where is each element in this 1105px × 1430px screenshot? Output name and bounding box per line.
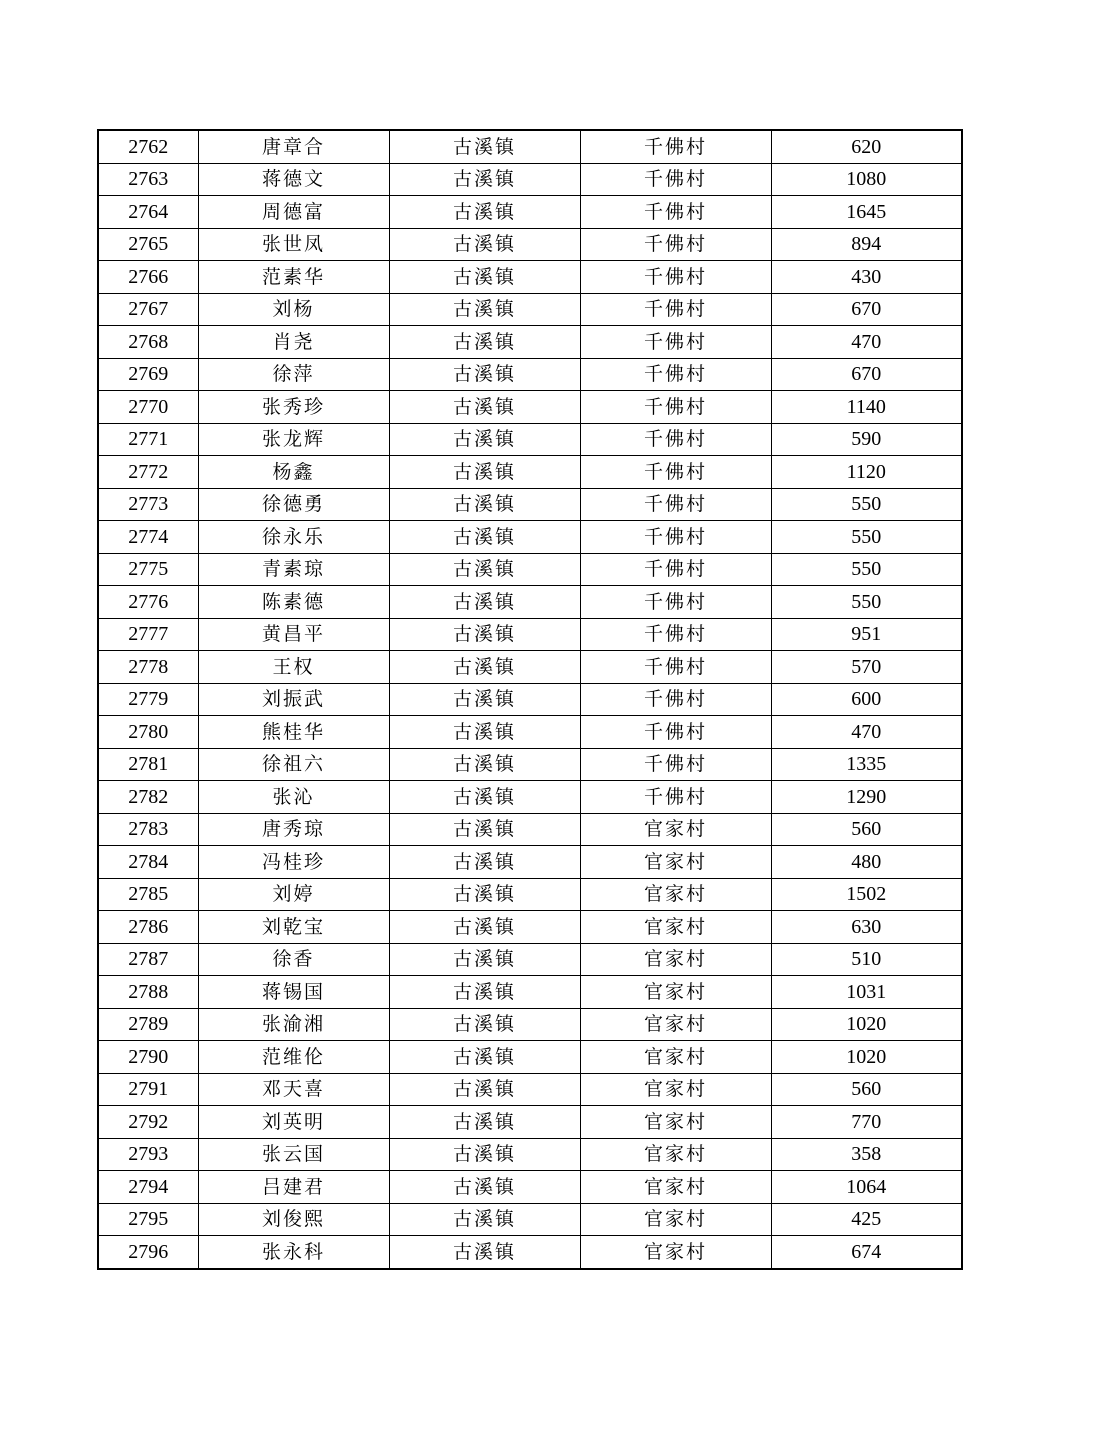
cell-number: 2767 [98,293,198,326]
cell-name: 张云国 [198,1138,389,1171]
cell-village: 官家村 [580,878,771,911]
cell-village: 千佛村 [580,456,771,489]
cell-name: 冯桂珍 [198,846,389,879]
cell-amount: 1020 [771,1008,962,1041]
table-row [98,781,962,814]
cell-town: 古溪镇 [389,618,580,651]
cell-number: 2785 [98,878,198,911]
cell-amount: 1140 [771,391,962,424]
cell-amount: 894 [771,228,962,261]
cell-town: 古溪镇 [389,423,580,456]
cell-amount: 770 [771,1106,962,1139]
cell-name: 徐香 [198,943,389,976]
cell-name: 刘婷 [198,878,389,911]
table-row [98,1008,962,1041]
table-row [98,813,962,846]
cell-name: 吕建君 [198,1171,389,1204]
cell-village: 官家村 [580,976,771,1009]
cell-name: 青素琼 [198,553,389,586]
cell-number: 2763 [98,163,198,196]
cell-village: 官家村 [580,1008,771,1041]
cell-town: 古溪镇 [389,1041,580,1074]
cell-name: 熊桂华 [198,716,389,749]
cell-town: 古溪镇 [389,521,580,554]
cell-town: 古溪镇 [389,488,580,521]
cell-number: 2778 [98,651,198,684]
table-row [98,488,962,521]
table-row [98,1236,962,1269]
cell-town: 古溪镇 [389,716,580,749]
cell-town: 古溪镇 [389,1236,580,1269]
cell-name: 邓天喜 [198,1073,389,1106]
cell-town: 古溪镇 [389,130,580,163]
cell-amount: 1080 [771,163,962,196]
cell-number: 2779 [98,683,198,716]
cell-name: 徐永乐 [198,521,389,554]
table-row [98,683,962,716]
cell-village: 千佛村 [580,130,771,163]
table-row [98,651,962,684]
cell-town: 古溪镇 [389,1138,580,1171]
cell-number: 2790 [98,1041,198,1074]
cell-amount: 550 [771,521,962,554]
table-row [98,261,962,294]
cell-town: 古溪镇 [389,976,580,1009]
cell-name: 徐祖六 [198,748,389,781]
cell-amount: 630 [771,911,962,944]
table-row [98,846,962,879]
cell-amount: 1290 [771,781,962,814]
table-row [98,1106,962,1139]
cell-amount: 1031 [771,976,962,1009]
cell-name: 陈素德 [198,586,389,619]
cell-number: 2784 [98,846,198,879]
cell-number: 2766 [98,261,198,294]
cell-village: 官家村 [580,943,771,976]
cell-name: 张沁 [198,781,389,814]
cell-town: 古溪镇 [389,196,580,229]
cell-name: 张永科 [198,1236,389,1269]
table-row [98,943,962,976]
cell-amount: 674 [771,1236,962,1269]
cell-number: 2792 [98,1106,198,1139]
cell-amount: 550 [771,586,962,619]
cell-number: 2774 [98,521,198,554]
table-row [98,878,962,911]
cell-village: 千佛村 [580,651,771,684]
cell-amount: 358 [771,1138,962,1171]
cell-town: 古溪镇 [389,683,580,716]
cell-amount: 560 [771,813,962,846]
table-row [98,716,962,749]
cell-number: 2777 [98,618,198,651]
cell-name: 蒋锡国 [198,976,389,1009]
cell-village: 千佛村 [580,293,771,326]
cell-name: 杨鑫 [198,456,389,489]
cell-amount: 560 [771,1073,962,1106]
cell-number: 2789 [98,1008,198,1041]
cell-amount: 480 [771,846,962,879]
cell-number: 2791 [98,1073,198,1106]
table-row [98,1203,962,1236]
table-row [98,293,962,326]
cell-amount: 510 [771,943,962,976]
cell-name: 唐章合 [198,130,389,163]
cell-number: 2769 [98,358,198,391]
cell-amount: 1335 [771,748,962,781]
cell-amount: 670 [771,293,962,326]
cell-number: 2787 [98,943,198,976]
cell-amount: 470 [771,716,962,749]
cell-number: 2771 [98,423,198,456]
table-row [98,748,962,781]
cell-village: 千佛村 [580,326,771,359]
cell-town: 古溪镇 [389,358,580,391]
table-row [98,1041,962,1074]
cell-town: 古溪镇 [389,1203,580,1236]
cell-amount: 1020 [771,1041,962,1074]
cell-name: 徐萍 [198,358,389,391]
cell-number: 2775 [98,553,198,586]
cell-number: 2765 [98,228,198,261]
cell-number: 2794 [98,1171,198,1204]
cell-village: 官家村 [580,846,771,879]
cell-amount: 1064 [771,1171,962,1204]
cell-village: 官家村 [580,813,771,846]
cell-village: 千佛村 [580,683,771,716]
cell-name: 黄昌平 [198,618,389,651]
cell-number: 2780 [98,716,198,749]
cell-village: 千佛村 [580,716,771,749]
cell-name: 刘英明 [198,1106,389,1139]
table-row [98,976,962,1009]
cell-number: 2781 [98,748,198,781]
cell-number: 2773 [98,488,198,521]
table-body [98,130,962,1269]
cell-village: 官家村 [580,1138,771,1171]
cell-village: 官家村 [580,1236,771,1269]
cell-village: 千佛村 [580,748,771,781]
cell-town: 古溪镇 [389,456,580,489]
cell-village: 千佛村 [580,391,771,424]
cell-amount: 951 [771,618,962,651]
cell-town: 古溪镇 [389,326,580,359]
cell-name: 周德富 [198,196,389,229]
cell-town: 古溪镇 [389,586,580,619]
cell-number: 2776 [98,586,198,619]
cell-amount: 1502 [771,878,962,911]
cell-number: 2768 [98,326,198,359]
cell-number: 2764 [98,196,198,229]
cell-name: 范维伦 [198,1041,389,1074]
cell-town: 古溪镇 [389,748,580,781]
cell-town: 古溪镇 [389,163,580,196]
cell-town: 古溪镇 [389,1008,580,1041]
cell-amount: 620 [771,130,962,163]
cell-name: 蒋德文 [198,163,389,196]
cell-number: 2782 [98,781,198,814]
cell-town: 古溪镇 [389,228,580,261]
cell-town: 古溪镇 [389,261,580,294]
cell-amount: 550 [771,488,962,521]
cell-amount: 425 [771,1203,962,1236]
cell-name: 刘振武 [198,683,389,716]
cell-town: 古溪镇 [389,813,580,846]
cell-name: 刘俊熙 [198,1203,389,1236]
cell-town: 古溪镇 [389,391,580,424]
cell-village: 千佛村 [580,521,771,554]
cell-amount: 1645 [771,196,962,229]
cell-village: 千佛村 [580,163,771,196]
cell-number: 2770 [98,391,198,424]
cell-town: 古溪镇 [389,846,580,879]
cell-town: 古溪镇 [389,1073,580,1106]
cell-village: 千佛村 [580,781,771,814]
table-row [98,391,962,424]
cell-village: 千佛村 [580,261,771,294]
cell-village: 官家村 [580,1041,771,1074]
cell-village: 千佛村 [580,488,771,521]
table-row [98,521,962,554]
cell-name: 范素华 [198,261,389,294]
data-table [97,129,963,1270]
cell-amount: 600 [771,683,962,716]
cell-name: 刘乾宝 [198,911,389,944]
cell-name: 徐德勇 [198,488,389,521]
cell-village: 官家村 [580,911,771,944]
cell-name: 唐秀琼 [198,813,389,846]
table-row [98,423,962,456]
cell-town: 古溪镇 [389,1106,580,1139]
table-row [98,358,962,391]
cell-village: 千佛村 [580,618,771,651]
table-row [98,1073,962,1106]
cell-number: 2796 [98,1236,198,1269]
table-row [98,1171,962,1204]
table-row [98,196,962,229]
table-row [98,1138,962,1171]
cell-number: 2762 [98,130,198,163]
cell-amount: 590 [771,423,962,456]
cell-amount: 570 [771,651,962,684]
table-row [98,130,962,163]
cell-number: 2788 [98,976,198,1009]
cell-village: 千佛村 [580,553,771,586]
cell-village: 千佛村 [580,423,771,456]
cell-name: 张秀珍 [198,391,389,424]
cell-village: 千佛村 [580,228,771,261]
cell-amount: 1120 [771,456,962,489]
cell-number: 2786 [98,911,198,944]
table-row [98,228,962,261]
cell-town: 古溪镇 [389,781,580,814]
cell-town: 古溪镇 [389,553,580,586]
cell-name: 张渝湘 [198,1008,389,1041]
cell-town: 古溪镇 [389,651,580,684]
cell-name: 张龙辉 [198,423,389,456]
cell-name: 王权 [198,651,389,684]
cell-village: 官家村 [580,1171,771,1204]
cell-number: 2795 [98,1203,198,1236]
table-row [98,586,962,619]
cell-number: 2783 [98,813,198,846]
cell-town: 古溪镇 [389,293,580,326]
cell-number: 2772 [98,456,198,489]
cell-amount: 430 [771,261,962,294]
cell-name: 刘杨 [198,293,389,326]
table-row [98,326,962,359]
cell-village: 千佛村 [580,358,771,391]
table-row [98,163,962,196]
cell-village: 千佛村 [580,586,771,619]
cell-name: 张世凤 [198,228,389,261]
cell-amount: 470 [771,326,962,359]
cell-number: 2793 [98,1138,198,1171]
cell-village: 官家村 [580,1203,771,1236]
cell-village: 千佛村 [580,196,771,229]
table-row [98,553,962,586]
cell-amount: 550 [771,553,962,586]
cell-town: 古溪镇 [389,878,580,911]
table-row [98,911,962,944]
table-row [98,618,962,651]
cell-village: 官家村 [580,1106,771,1139]
table-row [98,456,962,489]
cell-town: 古溪镇 [389,911,580,944]
cell-town: 古溪镇 [389,1171,580,1204]
cell-town: 古溪镇 [389,943,580,976]
cell-name: 肖尧 [198,326,389,359]
cell-amount: 670 [771,358,962,391]
cell-village: 官家村 [580,1073,771,1106]
